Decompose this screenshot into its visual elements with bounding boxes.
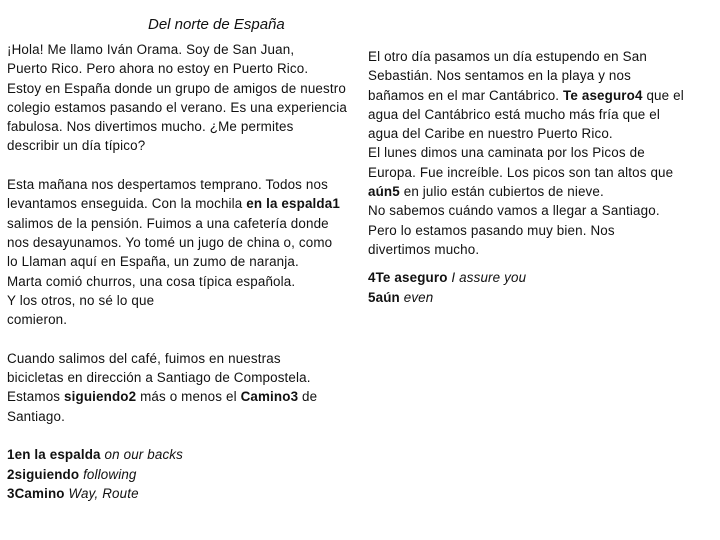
glossary-entry — [7, 465, 363, 484]
paragraph-2-line: lo Llaman aquí en España, un zumo de naranja. — [7, 254, 299, 270]
paragraph-3-line — [7, 387, 363, 406]
paragraph-2-line: comieron. — [7, 312, 68, 328]
paragraph-2-line: Marta comió churros, una cosa típica española. — [7, 273, 296, 289]
glossary-entry — [368, 288, 718, 307]
glossary-meaning: Way, Route — [68, 485, 139, 501]
vocab-term: Camino3 — [240, 389, 299, 405]
text-run: que el — [642, 87, 684, 103]
paragraph-2-line: Esta mañana nos despertamos temprano. Todos nos — [7, 177, 328, 193]
paragraph-spacer — [7, 329, 363, 348]
text-run: más o menos el — [136, 389, 241, 405]
page-title: Del norte de España — [148, 16, 285, 33]
text-run: levantamos enseguida. Con la mochila — [7, 196, 247, 212]
glossary-entry — [368, 268, 718, 287]
vocab-term: aún5 — [368, 184, 400, 200]
glossary-term: 3Camino — [7, 485, 65, 501]
right-paragraph-line: Sebastián. Nos sentamos en la playa y nos — [368, 68, 631, 84]
vocab-term: en la espalda1 — [246, 196, 340, 212]
glossary-term: 2siguiendo — [7, 466, 80, 482]
paragraph-1-line: Estoy en España donde un grupo de amigos de nuestro — [7, 80, 346, 96]
paragraph-spacer — [368, 259, 718, 268]
vocab-term: Te aseguro4 — [563, 87, 643, 103]
paragraph-1-line: describir un día típico? — [7, 138, 146, 154]
right-column — [368, 47, 718, 307]
right-paragraph-line: divertimos mucho. — [368, 241, 480, 257]
paragraph-spacer — [7, 426, 363, 445]
paragraph-spacer — [7, 156, 363, 175]
paragraph-2-line: nos desayunamos. Yo tomé un jugo de china o, como — [7, 234, 333, 250]
paragraph-2-line — [7, 194, 363, 213]
paragraph-2-line: Y los otros, no sé lo que — [7, 292, 155, 308]
right-paragraph-line — [368, 86, 718, 105]
text-run: bañamos en el mar Cantábrico. — [368, 87, 564, 103]
right-paragraph-line: agua del Cantábrico está mucho más fría que el — [368, 106, 660, 122]
right-paragraph-line — [368, 182, 718, 201]
paragraph-1-line: colegio estamos pasando el verano. Es una experiencia — [7, 99, 347, 115]
paragraph-3-line: Cuando salimos del café, fuimos en nuestras — [7, 350, 281, 366]
glossary-entry — [7, 445, 363, 464]
text-run: de — [298, 389, 318, 405]
text-run: en julio están cubiertos de nieve. — [399, 184, 604, 200]
paragraph-3-line: Santiago. — [7, 408, 65, 424]
glossary-meaning: even — [403, 289, 434, 305]
left-column — [7, 40, 363, 503]
right-paragraph-line: agua del Caribe en nuestro Puerto Rico. — [368, 126, 613, 142]
glossary-term: 5aún — [368, 289, 400, 305]
glossary-entry — [7, 484, 363, 503]
right-paragraph-line: Pero lo estamos pasando muy bien. Nos — [368, 222, 615, 238]
right-paragraph-line: Europa. Fue increíble. Los picos son tan altos que — [368, 164, 674, 180]
paragraph-1-line: fabulosa. Nos divertimos mucho. ¿Me permites — [7, 119, 294, 135]
right-paragraph-line: El lunes dimos una caminata por los Picos de — [368, 145, 645, 161]
paragraph-1-line: ¡Hola! Me llamo Iván Orama. Soy de San Juan, — [7, 42, 295, 57]
text-run: Estamos — [7, 389, 65, 405]
paragraph-2-line: salimos de la pensión. Fuimos a una cafetería donde — [7, 215, 329, 231]
vocab-term: siguiendo2 — [64, 389, 137, 405]
glossary-term: 4Te aseguro — [368, 270, 448, 286]
glossary-meaning: I assure you — [451, 270, 527, 286]
paragraph-1-line: Puerto Rico. Pero ahora no estoy en Puerto Rico. — [7, 61, 309, 77]
paragraph-3-line: bicicletas en dirección a Santiago de Compostela. — [7, 370, 311, 386]
right-paragraph-line: El otro día pasamos un día estupendo en San — [368, 49, 647, 64]
glossary-meaning: following — [83, 466, 137, 482]
glossary-meaning: on our backs — [104, 447, 184, 463]
right-paragraph-line: No sabemos cuándo vamos a llegar a Santiago. — [368, 203, 660, 219]
glossary-term: 1en la espalda — [7, 447, 101, 463]
